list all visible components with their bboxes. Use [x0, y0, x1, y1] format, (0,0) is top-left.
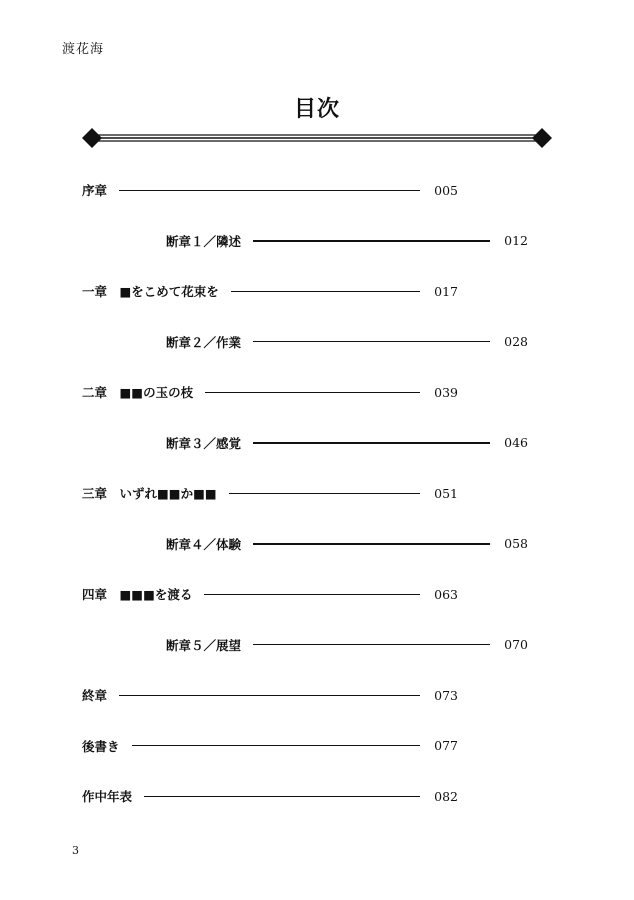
toc-entry-label: 断章２／作業	[166, 334, 242, 350]
page-number: 3	[72, 844, 79, 857]
toc-entry-label: 終章	[82, 688, 108, 703]
toc-entry[interactable]	[166, 635, 528, 655]
toc-entry-page: 005	[434, 182, 458, 198]
toc-leader-line	[119, 695, 420, 696]
toc-entry-page: 070	[504, 637, 528, 652]
toc-entry-label: 断章４／体験	[166, 536, 242, 552]
toc-entry[interactable]	[166, 433, 528, 453]
toc-entry[interactable]	[82, 180, 458, 200]
toc-entry[interactable]	[82, 584, 458, 604]
running-header: 渡花海	[62, 42, 105, 57]
toc-entry[interactable]	[166, 534, 528, 554]
toc-entry-label: 断章３／感覚	[166, 435, 242, 451]
toc-entry-page: 058	[504, 536, 528, 551]
toc-leader-line	[119, 190, 420, 191]
toc-entry-label: 作中年表	[82, 789, 133, 804]
toc-entry-label: 四章 ■■■を渡る	[82, 587, 193, 602]
toc-entry[interactable]	[82, 786, 458, 806]
page-title: 目次	[293, 97, 340, 122]
toc-entry[interactable]	[166, 332, 528, 352]
toc-entry-label: 一章 ■をこめて花束を	[82, 284, 219, 299]
toc-entry-page: 073	[434, 687, 458, 703]
toc-entry-page: 082	[434, 788, 458, 804]
toc-leader-line	[144, 796, 420, 797]
toc-entry-label: 三章 いずれ■■か■■	[82, 486, 217, 501]
toc-leader-line	[229, 493, 420, 494]
toc-leader-line	[132, 745, 420, 746]
toc-leader-line	[204, 594, 420, 595]
toc-entry-page: 077	[434, 738, 458, 753]
toc-entry-label: 断章５／展望	[166, 637, 242, 653]
toc-entry-label: 断章１／隣述	[166, 233, 242, 249]
toc-entry[interactable]	[82, 281, 458, 301]
toc-leader-line	[253, 240, 490, 242]
toc-entry-page: 017	[434, 283, 458, 299]
toc-entry-page: 039	[434, 384, 458, 400]
toc-entry-page: 012	[504, 233, 528, 248]
toc-leader-line	[253, 341, 490, 342]
toc-leader-line	[253, 644, 490, 645]
toc-entry[interactable]	[82, 736, 458, 756]
toc-entry-label: 後書き	[82, 738, 120, 754]
toc-leader-line	[253, 543, 490, 545]
toc-entry[interactable]	[82, 483, 458, 503]
toc-entry-page: 046	[504, 435, 528, 450]
toc-entry-page: 063	[434, 586, 458, 602]
toc-entry-page: 028	[504, 334, 528, 349]
toc-leader-line	[231, 291, 420, 292]
toc-leader-line	[205, 392, 420, 393]
toc-leader-line	[253, 442, 490, 444]
toc-entry-page: 051	[434, 485, 458, 501]
toc-entry[interactable]	[166, 231, 528, 251]
toc-entry[interactable]	[82, 382, 458, 402]
toc-entry-label: 序章	[82, 183, 108, 198]
toc-entry[interactable]	[82, 685, 458, 705]
toc-entry-label: 二章 ■■の玉の枝	[82, 385, 194, 400]
